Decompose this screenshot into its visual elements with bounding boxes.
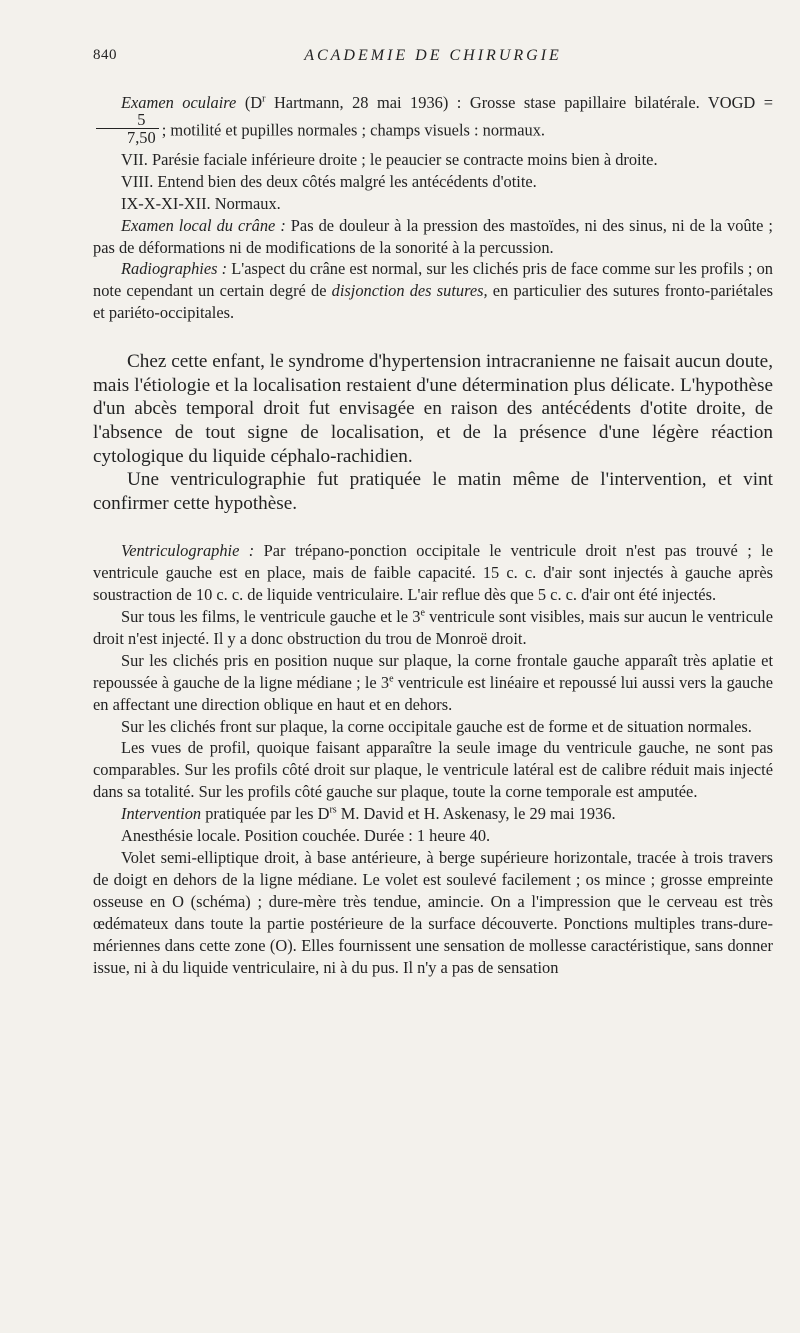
- ventriculography-paragraph-3: Sur les clichés pris en position nuque sur plaque, la corne frontale gauche apparaît très aplatie et repoussée à gauche de la ligne médiane ; le 3e ventricule est linéaire et repoussé lui aussi vers la gauche en affectant une direction oblique en haut et en dehors.: [93, 650, 773, 714]
- page-header: [93, 47, 773, 71]
- nerve-viii: VIII. Entend bien des deux côtés malgré les antécédents d'otite.: [121, 171, 537, 191]
- ventriculography-label: Ventriculographie :: [121, 541, 255, 561]
- page-body: [93, 92, 773, 978]
- vogd-fraction: $\frac{5}{7,50}$: [96, 111, 159, 146]
- skull-exam-label: Examen local du crâne :: [121, 215, 286, 235]
- ventriculography-paragraph-2: Sur tous les films, le ventricule gauche et le 3e ventricule sont visibles, mais sur aucun le ventricule droit n'est injecté. Il y a donc obstruction du trou de Monroë droit.: [93, 607, 773, 648]
- ventriculography-paragraph-1: Ventriculographie : Par trépano-ponction occipitale le ventricule droit n'est pas trouvé ; le ventricule gauche est en place, mais de faible capacité. 15 c. c. d'air sont injectés à gauche après soustraction de 10 c. c. de liquide ventriculaire. L'air reflue dès que 5 c. c. d'air ont été injectés.: [93, 541, 773, 605]
- intervention-label: Intervention: [121, 804, 202, 824]
- page-number: 840: [93, 47, 117, 63]
- radiographies-label: Radiographies :: [121, 259, 228, 279]
- skull-exam-paragraph: Examen local du crâne : Pas de douleur à la pression des mastoïdes, ni des sinus, ni de la voûte ; pas de déformations ni de modifications de la sonorité à la percussion.: [93, 215, 773, 257]
- anesthesia-paragraph: Anesthésie locale. Position couchée. Durée : 1 heure 40.: [121, 826, 491, 846]
- ocular-exam-label: Examen oculaire: [121, 93, 237, 112]
- ocular-exam-paragraph: Examen oculaire ($D^r$ Hartmann, 28 mai 1936) : Grosse stase papillaire bilatérale. VOGD = $\frac{5}{7,50}$ ; motilité et pupilles normales ; champs visuels : normaux.: [93, 92, 773, 149]
- journal-title: ACADEMIE DE CHIRURGIE: [304, 47, 562, 64]
- nerve-vii: VII. Parésie faciale inférieure droite ; le peaucier se contracte moins bien à droite.: [121, 149, 658, 169]
- discussion-paragraph-2: Une ventriculographie fut pratiquée le matin même de l'intervention, et vint confirmer cette hypothèse.: [93, 469, 773, 514]
- nerves-ix-xii: IX-X-XI-XII. Normaux.: [121, 193, 281, 213]
- intervention-paragraph: Intervention pratiquée par les $D^{rs}$ M. David et H. Askenasy, le 29 mai 1936.: [121, 804, 616, 824]
- ventriculography-paragraph-4: Sur les clichés front sur plaque, la corne occipitale gauche est de forme et de situation normales.: [121, 716, 752, 736]
- ventriculography-paragraph-5: Les vues de profil, quoique faisant apparaître la seule image du ventricule gauche, ne sont pas comparables. Sur les profils côté droit sur plaque, le ventricule latéral est de calibre réduit mais injecté dans sa totalité. Sur les profils côté gauche sur plaque, toute la corne temporale est amputée.: [93, 738, 773, 802]
- volet-paragraph: Volet semi-elliptique droit, à base antérieure, à berge supérieure horizontale, tracée à trois travers de doigt en dehors de la ligne médiane. Le volet est soulevé facilement ; os mince ; grosse empreinte osseuse en O (schéma) ; dure-mère très tendue, amincie. On a l'impression que le cerveau est très œdémateux dans toute la partie postérieure de la surface découverte. Ponctions multiples trans-dure-mériennes dans cette zone (O). Elles fournissent une sensation de mollesse caractéristique, sans donner issue, ni à du liquide ventriculaire, ni à du pus. Il n'y a pas de sensation: [93, 848, 773, 977]
- discussion-paragraph-1: Chez cette enfant, le syndrome d'hypertension intracranienne ne faisait aucun doute, mais l'étiologie et la localisation restaient d'une détermination plus délicate. L'hypothèse d'un abcès temporal droit fut envisagée en raison des antécédents d'otite droite, de l'absence de tout signe de localisation, et de la présence d'une légère réaction cytologique du liquide céphalo-rachidien.: [93, 351, 773, 467]
- radiographies-paragraph: Radiographies : L'aspect du crâne est normal, sur les clichés pris de face comme sur les profils ; on note cependant un certain degré de disjonction des sutures, en particulier des sutures fronto-pariétales et pariéto-occipitales.: [93, 259, 773, 323]
